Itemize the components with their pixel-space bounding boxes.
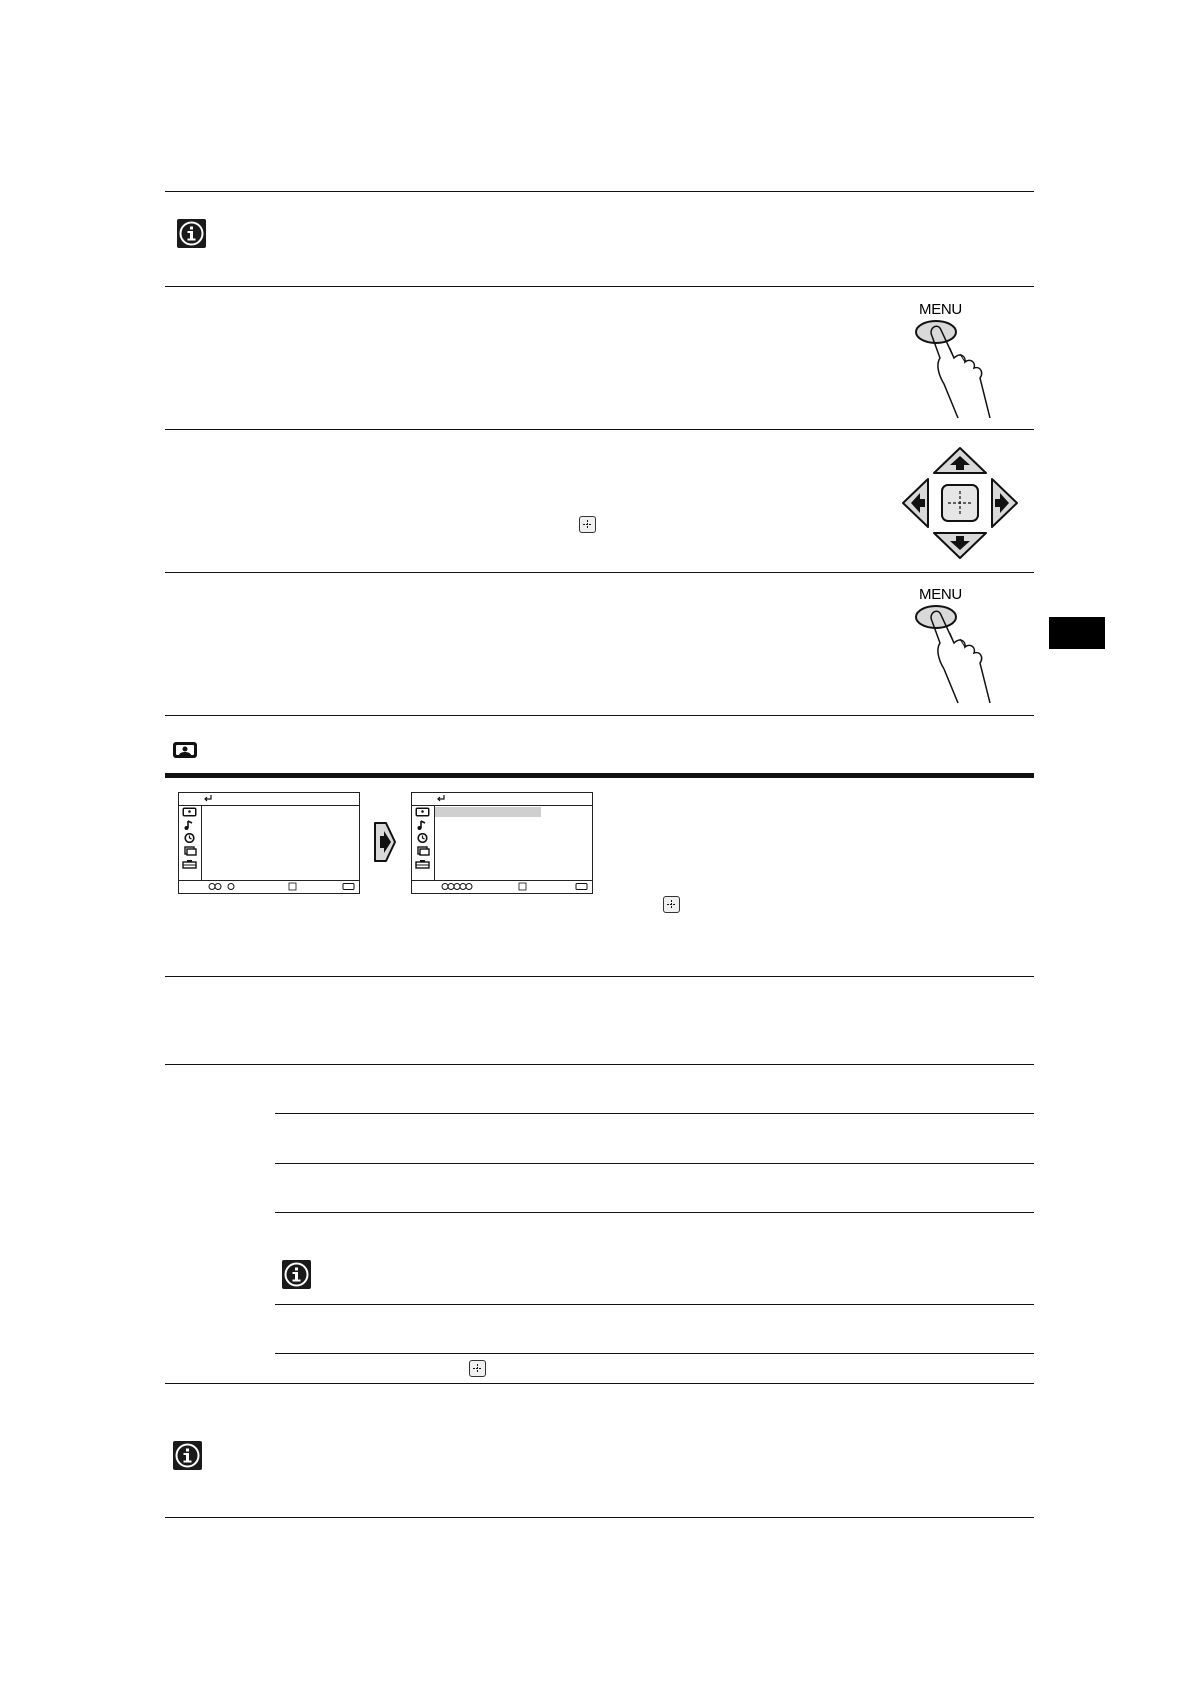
setup-icon (182, 859, 197, 869)
osd-footer-keys (207, 882, 357, 891)
osd-footer-keys (440, 882, 590, 891)
setup-icon (415, 859, 430, 869)
sound-icon (415, 820, 430, 830)
subsection-rule (275, 1113, 1034, 1114)
enter-button-icon (579, 516, 596, 533)
osd-menu-screen (178, 792, 360, 894)
section-rule (165, 1383, 1034, 1384)
subsection-rule (275, 1353, 1034, 1354)
subsection-rule (275, 1304, 1034, 1305)
enter-button-icon (663, 896, 680, 913)
osd-highlight-bar (435, 807, 541, 817)
section-rule (165, 572, 1034, 573)
arrow-right-icon (372, 820, 398, 864)
picture-icon (172, 741, 198, 759)
info-icon (282, 1260, 311, 1289)
subsection-rule (275, 1212, 1034, 1213)
sound-icon (182, 820, 197, 830)
section-rule (165, 976, 1034, 977)
subsection-rule (275, 1163, 1034, 1164)
picture-icon (182, 807, 197, 817)
channel-icon (182, 846, 197, 856)
joystick-icon[interactable] (900, 445, 1020, 561)
info-icon (173, 1441, 202, 1470)
picture-icon (415, 807, 430, 817)
section-rule-top (165, 191, 1034, 192)
timer-icon (415, 833, 430, 843)
section-rule (165, 286, 1034, 287)
enter-button-icon (469, 1360, 486, 1377)
hand-press-icon (910, 603, 1005, 705)
section-rule (165, 715, 1034, 716)
osd-menu-screen-selected (411, 792, 593, 894)
hand-press-icon (910, 318, 1005, 420)
section-tab-marker (1049, 617, 1105, 649)
section-rule (165, 429, 1034, 430)
section-rule-bottom (165, 1517, 1034, 1518)
menu-button-label: MENU (919, 301, 962, 318)
channel-icon (415, 846, 430, 856)
menu-button-label: MENU (919, 586, 962, 603)
info-icon (177, 219, 206, 248)
picture-section-rule (165, 773, 1034, 778)
return-icon (203, 794, 213, 803)
section-rule (165, 1064, 1034, 1065)
return-icon (436, 794, 446, 803)
timer-icon (182, 833, 197, 843)
